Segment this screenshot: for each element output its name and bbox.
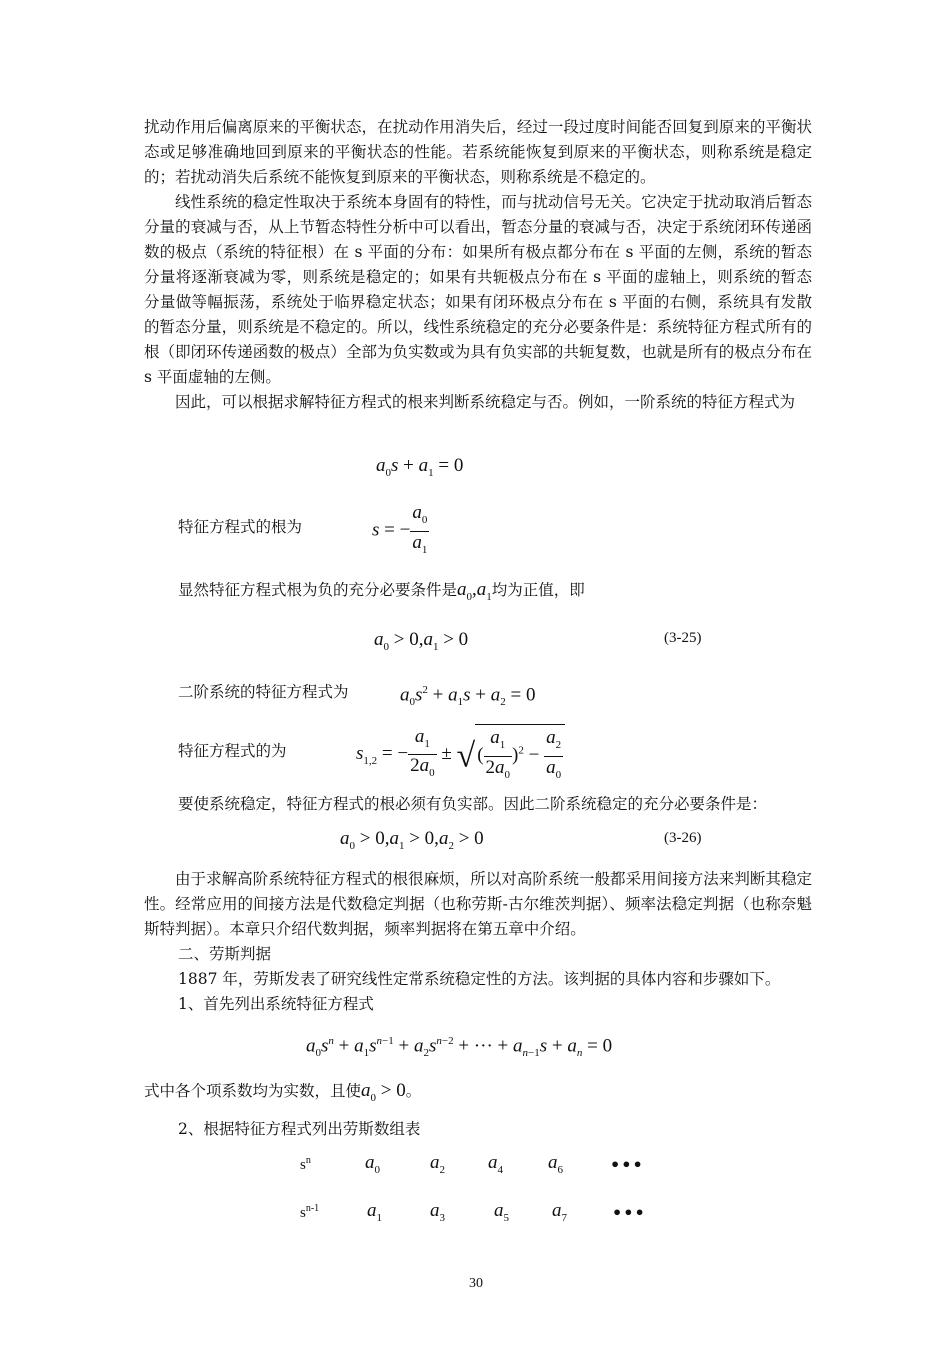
coefficient-condition-line [144, 1078, 421, 1111]
paragraph-stability-definition: 扰动作用后偏离原来的平衡状态，在扰动作用消失后，经过一段过度时间能否回复到原来的平衡状态或足够准确地回到原来的平衡状态的性能。若系统能恢复到原来的平衡状态，则称系统是稳定的；若扰动消失后系统不能恢复到原来的平衡状态，则称系统是不稳定的。 [144, 118, 812, 186]
equation-3-26: $a_0 > 0,a_1 > 0,a_2 > 0$ [340, 828, 484, 852]
paragraph-second-order-condition: 要使系统稳定，特征方程式的根必须有负实部。因此二阶系统稳定的充分必要条件是： [178, 795, 768, 813]
condition-text-b: 均为正值，即 [491, 581, 585, 599]
condition-coefficients: $a_0,a_1$ [457, 579, 492, 603]
paragraph-linear-stability: 线性系统的稳定性取决于系统本身固有的特性，而与扰动信号无关。它决定于扰动取消后暂态分量的衰减与否，从上节暂态特性分析中可以看出，暂态分量的衰减与否，决定于系统闭环传递函数的极点（系统的特征根）在 s 平面的分布：如果所有极点都分布在 s 平面的左侧，系统的暂态分量将逐渐衰减为零，则系统是稳定的；如果有共轭极点分布在 s 平面的虚轴上，则系统的暂态分量做等幅振荡，系统处于临界稳定状态；如果有闭环极点分布在 s 平面的右侧，系统具有发散的暂态分量，则系统是不稳定的。所以，线性系统稳定的充分必要条件是：系统特征方程式所有的根（即闭环传递函数的极点）全部为负实数或为具有负实部的共轭复数，也就是所有的极点分布在 s 平面虚轴的左侧。 [144, 193, 812, 386]
step-1-heading: 1、首先列出系统特征方程式 [178, 995, 374, 1013]
second-root-label: 特征方程式的为 [178, 742, 287, 760]
routh-row-1-ellipsis: ••• [610, 1155, 644, 1174]
equation-first-order: $a_0s + a_1 = 0$ [376, 455, 464, 479]
section-heading-routh: 二、劳斯判据 [178, 945, 272, 963]
routh-cell-a5: $a_5$ [494, 1200, 509, 1224]
routh-cell-a1: $a_1$ [367, 1200, 382, 1224]
equation-number-3-25: (3-25) [664, 630, 702, 646]
routh-row-2-ellipsis: ••• [612, 1203, 646, 1222]
second-order-label: 二阶系统的特征方程式为 [178, 683, 349, 701]
equation-3-25: $a_0 > 0,a_1 > 0$ [374, 629, 469, 653]
routh-cell-a2: $a_2$ [430, 1152, 445, 1176]
condition-line [178, 577, 585, 610]
equation-second-order: $a_0s^2 + a_1s + a_2 = 0$ [400, 684, 536, 709]
equation-number-3-26: (3-26) [664, 830, 702, 846]
equation-second-order-roots: $s_{1,2}$ = − $\frac{a_1}{2a_0}$ ± √ ( $\frac{a_1}{2a_0}$ )$^2$ − $\frac{a_2}{a_0}$ [356, 724, 565, 786]
equation-characteristic: $a_0s^n + a_1s^{n-1} + a_2s^{n-2}$ + ··· + $a_{n-1}s + a_n = 0$ [306, 1035, 613, 1060]
coefficient-text-b: 。 [405, 1082, 422, 1100]
routh-cell-a0: $a_0$ [365, 1152, 380, 1176]
step-2-heading: 2、根据特征方程式列出劳斯数组表 [178, 1120, 421, 1138]
paragraph-routh-history: 1887 年，劳斯发表了研究线性定常系统稳定性的方法。该判据的具体内容和步骤如下。 [178, 970, 781, 988]
routh-cell-a4: $a_4$ [488, 1152, 503, 1176]
routh-cell-a3: $a_3$ [430, 1200, 445, 1224]
condition-text-a: 显然特征方程式根为负的充分必要条件是 [178, 581, 458, 599]
routh-row-2-label: $s^{n-1}$ [300, 1203, 320, 1221]
page-number: 30 [469, 1276, 483, 1291]
equation-first-order-root: s = − $\frac{a_0}{a_1}$ [372, 502, 428, 556]
routh-row-1-label: $s^n$ [300, 1155, 311, 1173]
coefficient-condition: $a_0 > 0$ [361, 1080, 406, 1104]
paragraph-first-order-intro: 因此，可以根据求解特征方程式的根来判断系统稳定与否。例如，一阶系统的特征方程式为 [175, 393, 796, 411]
routh-cell-a7: $a_7$ [552, 1200, 567, 1224]
root-label: 特征方程式的根为 [178, 518, 303, 536]
paragraph-higher-order: 由于求解高阶系统特征方程式的根很麻烦，所以对高阶系统一般都采用间接方法来判断其稳定性。经常应用的间接方法是代数稳定判据（也称劳斯-古尔维茨判据）、频率法稳定判据（也称奈魁斯特判据）。本章只介绍代数判据，频率判据将在第五章中介绍。 [144, 870, 812, 938]
coefficient-text-a: 式中各个项系数均为实数，且使 [144, 1082, 362, 1100]
routh-cell-a6: $a_6$ [548, 1152, 563, 1176]
